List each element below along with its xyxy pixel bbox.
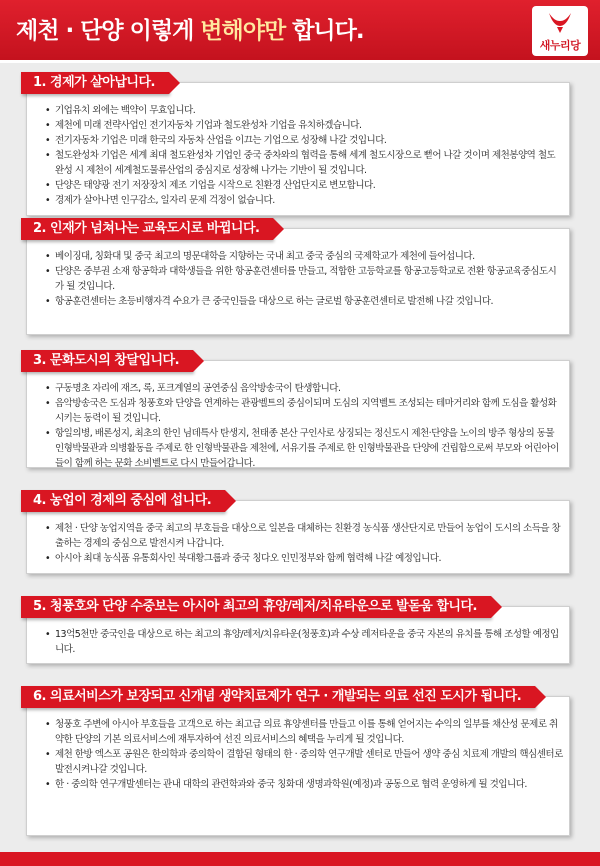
list-item: • 단양은 태양광 전기 저장장치 제조 기업을 시작으로 친환경 산업단지로 변모합니다. <box>45 178 563 193</box>
section-item-list <box>45 627 563 657</box>
section-title: 3. 문화도시의 창달입니다. <box>21 350 193 372</box>
list-item: • 항공훈련센터는 초등비행자격 수요가 큰 중국인들을 대상으로 하는 글로벌 항공훈련센터로 발전해 나갈 것입니다. <box>45 294 563 309</box>
footer-bar <box>0 852 600 866</box>
section-item-list <box>45 249 563 309</box>
section-education <box>26 221 570 335</box>
title-part-region: 제천 · 단양 <box>16 18 130 44</box>
list-item: • 음악방송국은 도심과 청풍호와 단양을 연계하는 관광벨트의 중심이되며 도심의 지역벨트 조성되는 테마거리와 함께 도심을 활성화 시키는 동력이 될 것입니다. <box>45 396 563 426</box>
section-agriculture <box>26 493 570 574</box>
section-title: 1. 경제가 살아납니다. <box>21 72 169 94</box>
party-logo-text: 새누리당 <box>539 39 581 52</box>
title-part-end: 합니다. <box>285 18 364 44</box>
section-economy <box>26 75 570 216</box>
section-title: 4. 농업이 경제의 중심에 섭니다. <box>21 490 225 512</box>
list-item: • 제천 한방 엑스포 공원은 한의학과 중의학이 결합된 형태의 한 · 중의학 연구개발 센터로 만들어 생약 중심 치료제 개발의 핵심센터로 발전시켜나갈 것입니다. <box>45 747 563 777</box>
list-item: • 단양은 중부권 소재 항공학과 대학생들을 위한 항공훈련센터를 만들고, 적합한 고등학교를 항공고등학교로 전환 항공교육중심도시가 될 것입니다. <box>45 264 563 294</box>
section-item-list <box>45 717 563 792</box>
section-medical <box>26 689 570 836</box>
page-title <box>16 12 364 45</box>
title-part-change: 변해야만 <box>200 18 286 44</box>
section-title: 2. 인재가 넘쳐나는 교육도시로 바뀝니다. <box>21 218 273 240</box>
header-divider <box>0 60 600 63</box>
title-part-manner: 이렇게 <box>129 18 201 44</box>
list-item: • 구동명초 자리에 재즈, 록, 포크계열의 공연중심 음악방송국이 탄생합니다. <box>45 381 563 396</box>
section-title: 6. 의료서비스가 보장되고 신개념 생약치료제가 연구 · 개발되는 의료 선진 도시가 됩니다. <box>21 686 535 708</box>
section-item-list <box>45 521 563 566</box>
list-item: • 기업유치 외에는 백약이 무효입니다. <box>45 103 563 118</box>
list-item: • 13억5천만 중국인을 대상으로 하는 최고의 휴양/레저/치유타운(청풍호)과 수상 레저타운을 중국 자본의 유치를 통해 조성할 예정입니다. <box>45 627 563 657</box>
list-item: • 항일의병, 배론성지, 최초의 한인 님데특사 탄생지, 천태종 본산 구인사로 상징되는 정신도시 제천·단양을 노이의 방주 형상의 동물 인형박물관과 의병활동을 주제로 한 인형박물관을 제천에, 서유기를 주제로 한 인형박물관을 단양에 건립함으로써 부모와 어린아이들이 함께 하는 문화 소비벨트로 다시 만들어갑니다. <box>45 426 563 471</box>
page-header <box>0 0 600 60</box>
list-item: • 전기자동차 기업은 미래 한국의 자동차 산업을 이끄는 기업으로 성장해 나갈 것입니다. <box>45 133 563 148</box>
list-item: • 제천에 미래 전략사업인 전기자동차 기업과 철도완성차 기업을 유치하겠습니다. <box>45 118 563 133</box>
section-title: 5. 청풍호와 단양 수중보는 아시아 최고의 휴양/레저/치유타운으로 발돋움 합니다. <box>21 596 491 618</box>
section-item-list <box>45 381 563 471</box>
section-resort <box>26 599 570 664</box>
list-item: • 제천 · 단양 농업지역을 중국 최고의 부호들을 대상으로 일본을 대체하는 친환경 농식품 생산단지로 만들어 농업이 도시의 소득을 창출하는 경제의 중심으로 발전시켜 나갑니다. <box>45 521 563 551</box>
list-item: • 청풍호 주변에 아시아 부호들을 고객으로 하는 최고급 의료 휴양센터를 만들고 이를 통해 얻어지는 수익의 일부를 채산성 문제로 취약한 단양의 기본 의료서비스에 재투자하여 선진 의료서비스의 혜택을 누리게 될 것입니다. <box>45 717 563 747</box>
section-culture <box>26 353 570 469</box>
list-item: • 아시아 최대 농식품 유통회사인 북대황그룹과 중국 칭다오 인민정부와 함께 협력해 나갈 예정입니다. <box>45 551 563 566</box>
list-item: • 한 · 중의학 연구개발센터는 관내 대학의 관련학과와 중국 칭화대 생명과학원(예정)과 공동으로 협력 운영하게 될 것입니다. <box>45 777 563 792</box>
section-item-list <box>45 103 563 208</box>
party-logo-icon <box>547 9 573 35</box>
list-item: • 베이징대, 칭화대 및 중국 최고의 명문대학을 지향하는 국내 최고 중국 중심의 국제학교가 제천에 들어섭니다. <box>45 249 563 264</box>
party-logo <box>532 6 588 56</box>
list-item: • 철도완성차 기업은 세계 최대 철도완성차 기업인 중국 중차와의 협력을 통해 세계 철도시장으로 뻗어 나갈 것이며 제천봉양역 철도완성 시 제천이 세계철도물류산업의 중심지로 성장해 나가는 기반이 될 것입니다. <box>45 148 563 178</box>
list-item: • 경제가 살아나면 인구감소, 일자리 문제 걱정이 없습니다. <box>45 193 563 208</box>
